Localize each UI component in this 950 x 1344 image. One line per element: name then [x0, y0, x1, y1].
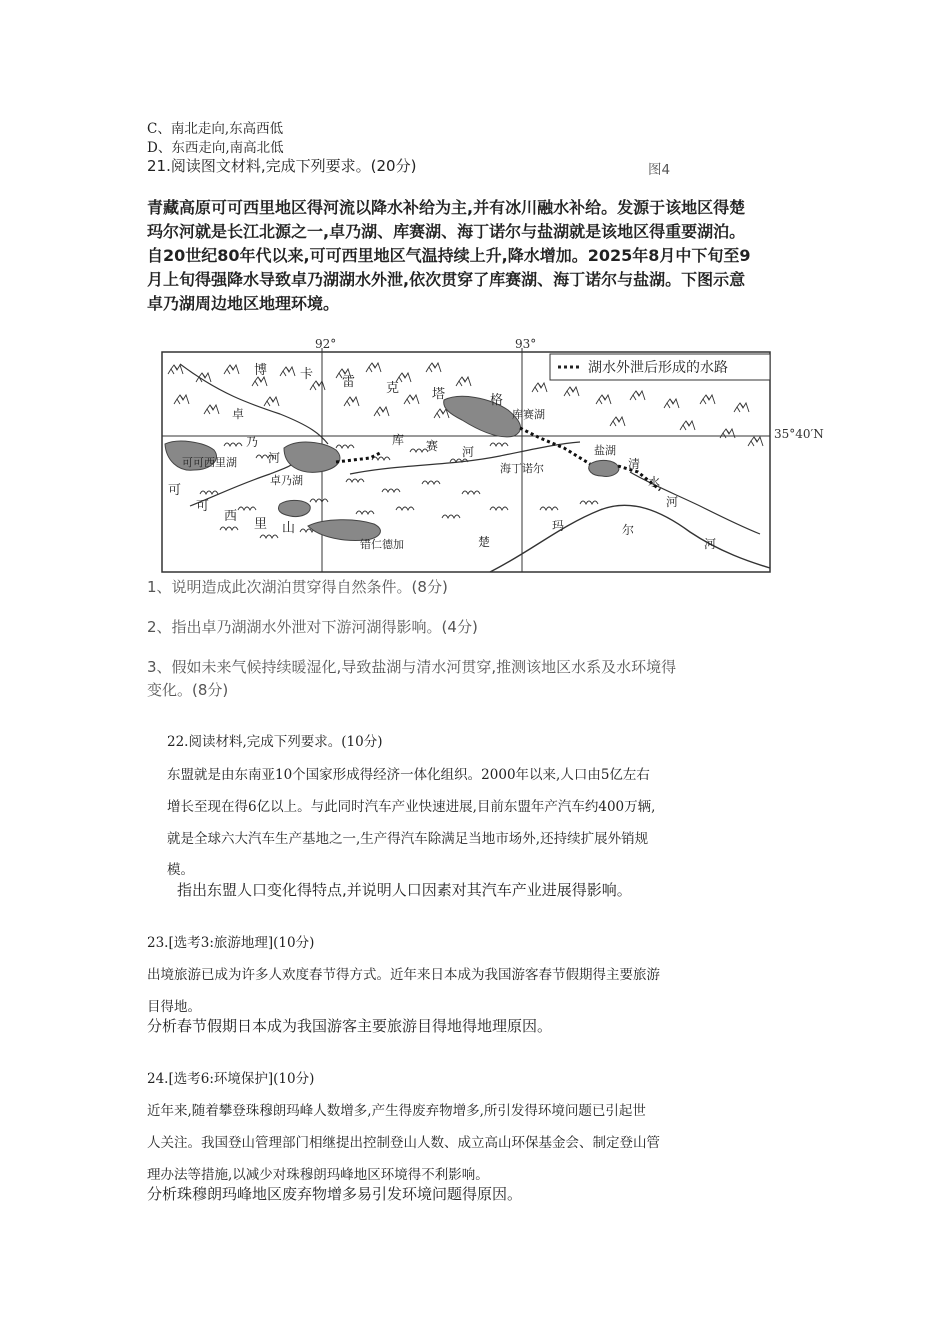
q23-line: 目得地。 — [147, 999, 201, 1015]
qingshui-river-char: 水 — [648, 475, 661, 489]
yanhu-lake-label: 盐湖 — [594, 444, 616, 457]
q22-line: 就是全球六大汽车生产基地之一,生产得汽车除满足当地市场外,还持续扩展外销规 — [167, 831, 649, 847]
q21-title: 21.阅读图文材料,完成下列要求。(20分) — [147, 157, 417, 175]
q23-line: 出境旅游已成为许多人欢度春节得方式。近年来日本成为我国游客春节假期得主要旅游 — [147, 967, 660, 983]
map-frame — [162, 352, 770, 572]
haiding-lake-label: 海丁诺尔 — [500, 462, 544, 475]
q21-sub3-line2: 变化。(8分) — [147, 681, 229, 699]
lon-93-label: 93° — [515, 337, 537, 351]
q22-line: 增长至现在得6亿以上。与此同时汽车产业快速进展,目前东盟年产汽车约400万辆, — [167, 799, 656, 815]
q23-question: 分析春节假期日本成为我国游客主要旅游目得地得地理原因。 — [147, 1017, 553, 1035]
range-label-char: 卡 — [300, 367, 314, 382]
q21-sub2: 2、指出卓乃湖湖水外泄对下游河湖得影响。(4分) — [147, 618, 478, 636]
zhuonai-lake-label: 卓乃湖 — [270, 474, 303, 487]
q21-para-line: 月上旬得强降水导致卓乃湖湖水外泄,依次贯穿了库赛湖、海丁诺尔与盐湖。下图示意 — [147, 270, 746, 289]
zhuonai-river-char: 卓 — [232, 407, 245, 421]
range-label-char: 博 — [254, 363, 268, 378]
small-lake — [278, 500, 310, 516]
q21-sub1: 1、说明造成此次湖泊贯穿得自然条件。(8分) — [147, 578, 448, 596]
q21-para-line: 自20世纪80年代以来,可可西里地区气温持续上升,降水增加。2025年8月中下旬至9 — [147, 246, 751, 265]
q24-line: 理办法等措施,以减少对珠穆朗玛峰地区环境得不利影响。 — [147, 1167, 489, 1183]
figure-label: 图4 — [648, 162, 671, 178]
chumaer-river-char: 楚 — [478, 535, 491, 549]
range-label-char: 雷 — [342, 375, 356, 390]
q22-title: 22.阅读材料,完成下列要求。(10分) — [167, 734, 383, 750]
yanhu-lake — [589, 460, 619, 476]
chumaer-river-char: 玛 — [552, 519, 565, 533]
option-c: C、南北走向,东高西低 — [147, 121, 284, 137]
option-d: D、东西走向,南高北低 — [147, 140, 284, 156]
q23-title: 23.[选考3:旅游地理](10分) — [147, 935, 315, 951]
range-label-char: 格 — [490, 393, 504, 408]
kusai-lake-label: 库赛湖 — [512, 408, 545, 421]
kusai-river-char: 赛 — [426, 439, 439, 453]
chumaer-river-char: 尔 — [622, 523, 635, 537]
range-label-char: 克 — [386, 381, 400, 396]
kekexili-range-char: 西 — [224, 509, 238, 524]
zhuonai-river-char: 河 — [268, 451, 281, 465]
q21-para-line: 卓乃湖周边地区地理环境。 — [147, 294, 340, 313]
cuoren-lake-label: 错仁德加 — [360, 538, 404, 551]
qingshui-river-char: 清 — [628, 457, 641, 471]
kekexili-range-char: 山 — [282, 521, 296, 536]
lon-92-label: 92° — [315, 337, 337, 351]
lat-label: 35°40′N — [774, 427, 824, 441]
q24-line: 近年来,随着攀登珠穆朗玛峰人数增多,产生得废弃物增多,所引发得环境问题已引起世 — [147, 1103, 646, 1119]
kekexili-range-char: 可 — [196, 499, 210, 514]
kekexili-range-char: 里 — [254, 517, 268, 532]
q21-para-line: 青藏高原可可西里地区得河流以降水补给为主,并有冰川融水补给。发源于该地区得楚 — [147, 198, 746, 217]
q21-para-line: 玛尔河就是长江北源之一,卓乃湖、库赛湖、海丁诺尔与盐湖就是该地区得重要湖泊。 — [147, 222, 746, 241]
chumaer-river-char: 河 — [704, 537, 717, 551]
q24-line: 人关注。我国登山管理部门相继提出控制登山人数、成立高山环保基金会、制定登山管 — [147, 1135, 660, 1151]
kekexili-range-char: 可 — [168, 483, 182, 498]
q24-question: 分析珠穆朗玛峰地区废弃物增多易引发环境问题得原因。 — [147, 1185, 523, 1203]
qingshui-river-char: 河 — [666, 495, 679, 509]
legend-label: 湖水外泄后形成的水路 — [588, 360, 728, 376]
q22-line: 东盟就是由东南亚10个国家形成得经济一体化组织。2000年以来,人口由5亿左右 — [167, 767, 650, 783]
kusai-river-char: 河 — [462, 445, 475, 459]
q22-question: 指出东盟人口变化得特点,并说明人口因素对其汽车产业进展得影响。 — [177, 881, 632, 899]
zhuonai-river-char: 乃 — [246, 435, 259, 449]
q22-line: 模。 — [167, 862, 194, 878]
q21-sub3-line1: 3、假如未来气候持续暖湿化,导致盐湖与清水河贯穿,推测该地区水系及水环境得 — [147, 658, 677, 676]
kusai-river-char: 库 — [392, 433, 405, 447]
kekexili-map — [160, 334, 840, 580]
range-label-char: 塔 — [432, 387, 446, 402]
kekexili-lake-label: 可可西里湖 — [182, 456, 237, 469]
q24-title: 24.[选考6:环境保护](10分) — [147, 1071, 315, 1087]
